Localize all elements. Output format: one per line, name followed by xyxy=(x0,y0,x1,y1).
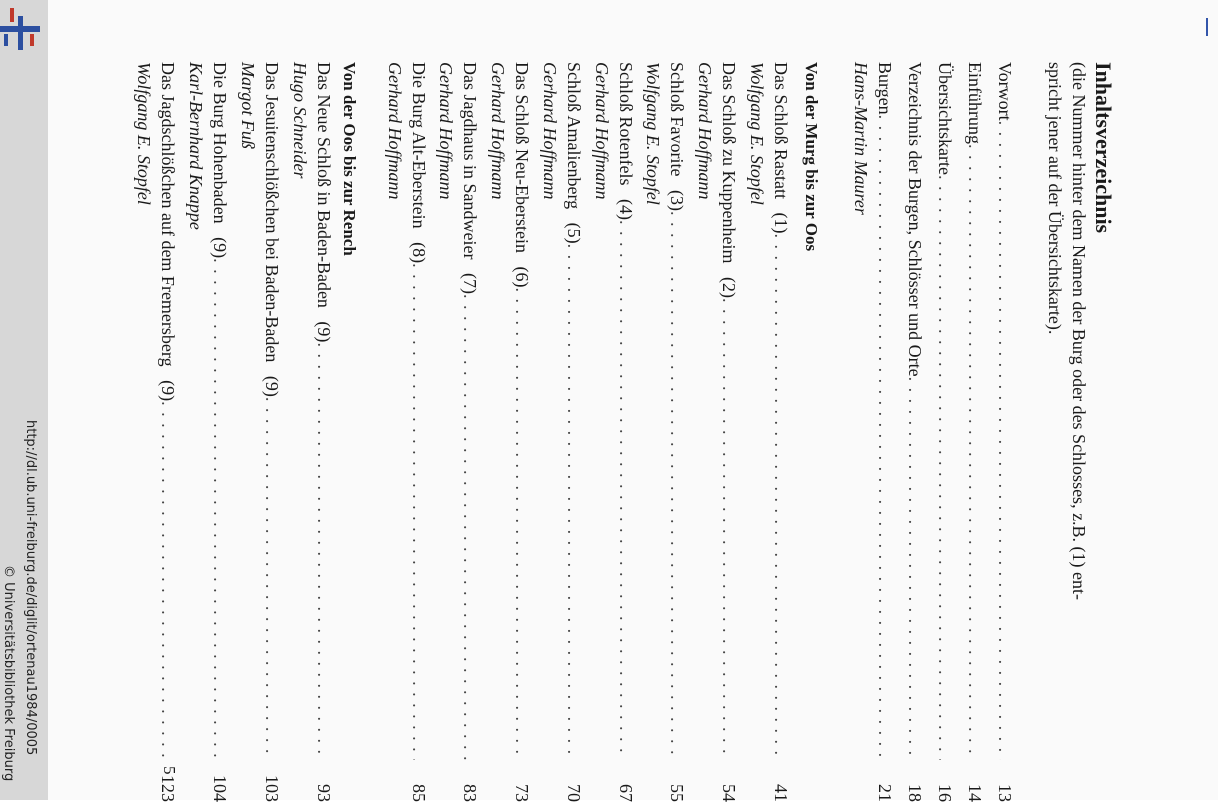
toc-entry-page: 83 xyxy=(460,784,480,802)
toc-entry-label: Schloß Amalienberg (5) xyxy=(564,62,584,244)
toc-entry-label: Verzeichnis der Burgen, Schlösser und Orte xyxy=(905,62,925,377)
toc-entry-label: Vorwort xyxy=(995,62,1015,121)
intro-line: spricht jener auf der Übersichtskarte). xyxy=(1045,62,1065,335)
table-of-contents xyxy=(118,62,1118,802)
copyright-line: © Universitätsbibliothek Freiburg xyxy=(1,565,16,782)
intro-line: (die Nummer hinter dem Namen der Burg oder des Schlosses, z.B. (1) ent- xyxy=(1069,62,1089,601)
toc-entry-label: Das Neue Schloß in Baden-Baden (9) xyxy=(314,62,334,343)
toc-entry-label: Das Jagdhaus in Sandweier (7) xyxy=(460,62,480,294)
toc-entry-page: 16 xyxy=(935,784,955,802)
toc-entry-page: 73 xyxy=(512,784,532,802)
toc-entry-label: Schloß Favorite (3) xyxy=(667,62,687,211)
toc-author: Wolfgang E. Stopfel xyxy=(134,62,154,205)
toc-entry-label: Das Schloß Neu-Eberstein (6) xyxy=(512,62,532,288)
toc-entry-label: Burgen xyxy=(875,62,895,115)
toc-entry-label: Das Jesuitenschlößchen bei Baden-Baden (9) xyxy=(262,62,282,397)
toc-author: Wolfgang E. Stopfel xyxy=(747,62,767,205)
toc-entry-page: 70 xyxy=(564,784,584,802)
page-edge-mark xyxy=(1206,18,1212,36)
section-heading: Von der Murg bis zur Oos xyxy=(802,62,821,252)
toc-entry-label: Einführung xyxy=(965,62,985,144)
toc-author: Hans-Martin Maurer xyxy=(851,62,871,215)
toc-author: Gerhard Hoffmann xyxy=(695,62,715,200)
toc-entry xyxy=(900,62,930,802)
toc-entry-page: 67 xyxy=(616,784,636,802)
toc-entry-page: 123 xyxy=(158,775,178,802)
toc-entry-page: 85 xyxy=(409,784,429,802)
toc-entry-page: 93 xyxy=(314,784,334,802)
toc-author: Gerhard Hoffmann xyxy=(540,62,560,200)
toc-entry-label: Übersichtskarte xyxy=(935,62,955,175)
toc-author: Gerhard Hoffmann xyxy=(488,62,508,200)
page-title: Inhaltsverzeichnis xyxy=(1091,62,1116,234)
toc-author: Wolfgang E. Stopfel xyxy=(643,62,663,205)
toc-entry-page: 21 xyxy=(875,784,895,802)
toc-entry-page: 13 xyxy=(995,784,1015,802)
toc-author: Margot Fuß xyxy=(238,62,258,149)
leader-dots xyxy=(900,377,930,760)
toc-entry xyxy=(990,62,1020,802)
toc-entry-label: Das Schloß zu Kuppenheim (2) xyxy=(719,62,739,298)
toc-entry-page: 14 xyxy=(965,784,985,802)
toc-entry-label: Die Burg Hohenbaden (9) xyxy=(210,62,230,259)
toc-entry-label: Das Schloß Rastatt (1) xyxy=(771,62,791,234)
toc-entry-page: 55 xyxy=(667,784,687,802)
toc-entry-label: Schloß Rotenfels (4) xyxy=(616,62,636,220)
viewer-sidebar xyxy=(0,0,48,800)
toc-entry xyxy=(930,62,960,802)
toc-entry-page: 104 xyxy=(210,775,230,802)
url-line[interactable]: http://dl.ub.uni-freiburg.de/diglit/ortenau1984/0005 xyxy=(23,420,38,756)
leader-dots xyxy=(990,121,1020,760)
source-url xyxy=(0,0,48,800)
toc-author: Gerhard Hoffmann xyxy=(385,62,405,200)
toc-entry-page: 103 xyxy=(262,775,282,802)
toc-entry-label: Die Burg Alt-Eberstein (8) xyxy=(409,62,429,264)
toc-entry-page: 54 xyxy=(719,784,739,802)
section-heading: Von der Oos bis zur Rench xyxy=(340,62,359,256)
page-number: 5 xyxy=(160,766,179,775)
toc-entry-page: 18 xyxy=(905,784,925,802)
leader-dots xyxy=(960,144,990,760)
toc-entry-label: Das Jagdschlößchen auf dem Fremersberg (9) xyxy=(158,62,178,402)
toc-author: Hugo Schneider xyxy=(290,62,310,179)
leader-dots xyxy=(930,175,960,760)
toc-entry-page: 41 xyxy=(771,784,791,802)
toc-author: Karl-Bernhard Knappe xyxy=(186,62,206,230)
toc-entry xyxy=(960,62,990,802)
toc-author: Gerhard Hoffmann xyxy=(436,62,456,200)
toc-author: Gerhard Hoffmann xyxy=(592,62,612,200)
